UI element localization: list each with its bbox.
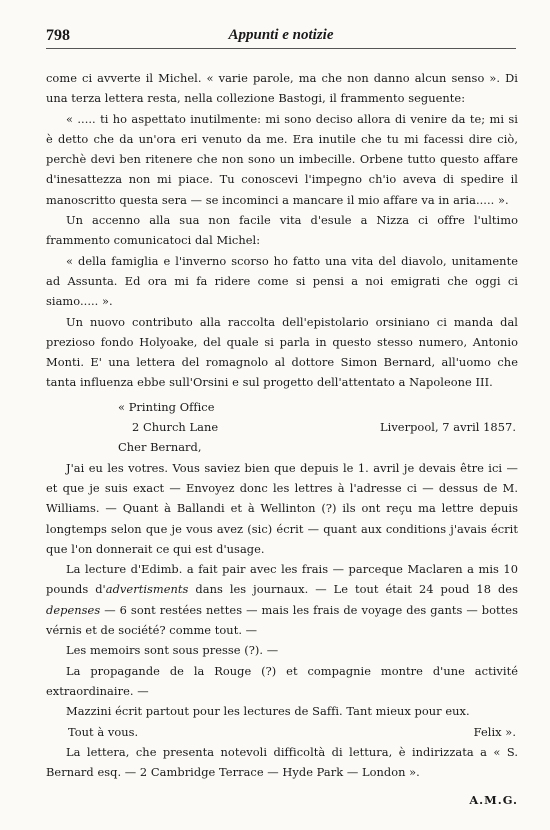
letter-paragraph: J'ai eu les votres. Vous saviez bien que depuis le 1. avril je devais être ici — et que je suis exact — Envoyez donc les lettres à l'adresse ci — dessus de M. Williams. — Quant à Ballandi et à Wellinton (?) ils ont reçu ma lettre depuis longtemps selon que je vous avez (sic) écrit — quant aux conditions j'avais écrit que l'on donnerait ce qui est d'usage. bbox=[46, 460, 518, 556]
page-number: 798 bbox=[46, 27, 70, 44]
running-title: Appunti e notizie bbox=[228, 27, 334, 43]
letter-greeting: Cher Bernard, bbox=[118, 440, 202, 455]
paragraph: Un accenno alla sua non facile vita d'esule a Nizza ci offre l'ultimo frammento comunicatoci dal Michel: bbox=[46, 213, 518, 248]
letter-paragraph bbox=[46, 559, 518, 640]
body-text bbox=[46, 68, 518, 782]
letter-street: 2 Church Lane bbox=[132, 420, 219, 435]
quoted-fragment: « ..... ti ho aspettato inutilmente: mi sono deciso allora di venire da te; mi si è detto che da un'ora eri venuto da me. Era inutile che tu mi facessi dire ciò, perchè devi ben ritenere che non sono un imbecille. Orbene tutto questo affare d'inesattezza non mi piace. Tu conoscevi l'impegno ch'io aveva di spedire il manoscritto questa sera — se incominci a mancare il mio affare va in aria..... ». bbox=[46, 111, 518, 207]
closing-signature: Felix ». bbox=[473, 724, 516, 739]
letter-paragraph: La propagande de la Rouge (?) et compagnie montre d'une activité extraordinaire. — bbox=[46, 663, 518, 698]
paragraph: come ci avverte il Michel. « varie parole, ma che non danno alcun senso ». Di una terza lettera resta, nella collezione Bastogi, il frammento seguente: bbox=[46, 71, 518, 106]
letter-heading bbox=[46, 397, 518, 458]
letter-paragraph: Mazzini écrit partout pour les lectures de Saffi. Tant mieux pour eux. bbox=[66, 704, 470, 719]
quoted-fragment: « della famiglia e l'inverno scorso ho fatto una vita del diavolo, unitamente ad Assunta. Ed ora mi fa ridere come si pensi a noi emigrati che oggi ci siamo..... ». bbox=[46, 253, 518, 309]
letter-emphasis: advertisments bbox=[105, 582, 189, 597]
letter-text: — 6 sont restées nettes — mais les frais de voyage des gants — bottes vérnis et de société? comme tout. — bbox=[46, 602, 518, 638]
paragraph: Un nuovo contributo alla raccolta dell'epistolario orsiniano ci manda dal prezioso fondo Holyoake, del quale si parla in questo stesso numero, Antonio Monti. E' una lettera del romagnolo al dottore Simon Bernard, all'uomo che tanta influenza ebbe sull'Orsini e sul progetto dell'attentato a Napoleone III. bbox=[46, 314, 518, 390]
letter-text: dans les journaux. — Le tout était 24 poud 18 des bbox=[188, 582, 518, 597]
letter-place-date: Liverpool, 7 avril 1857. bbox=[380, 420, 516, 435]
letter-office: « Printing Office bbox=[118, 399, 215, 414]
closing-salutation: Tout à vous. bbox=[68, 724, 139, 739]
letter-emphasis: depenses bbox=[46, 602, 101, 617]
letter-paragraph: Les memoirs sont sous presse (?). — bbox=[66, 643, 279, 658]
letter-text: La lecture d'Edimb. a fait pair avec les frais — parceque Maclaren a mis 10 pounds d' bbox=[46, 562, 518, 597]
page-header bbox=[46, 27, 516, 53]
author-initials: A.M.G. bbox=[469, 793, 518, 807]
header-rule bbox=[46, 48, 516, 49]
letter-closing bbox=[46, 722, 518, 742]
paragraph: La lettera, che presenta notevoli difficoltà di lettura, è indirizzata a « S. Bernard esq. — 2 Cambridge Terrace — Hyde Park — London ». bbox=[46, 744, 518, 780]
